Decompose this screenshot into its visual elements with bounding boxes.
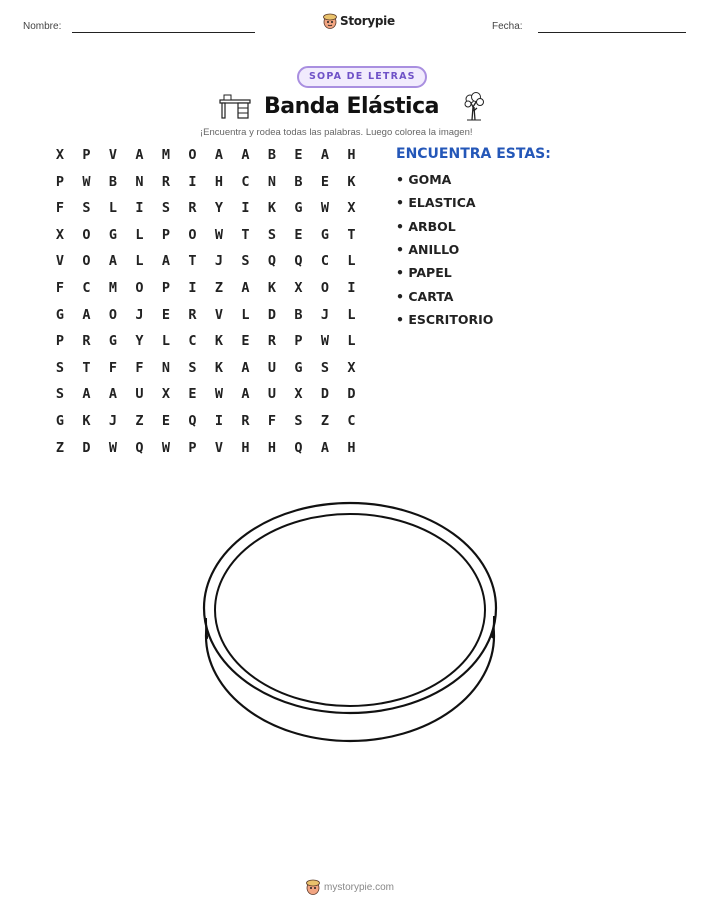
- grid-letter[interactable]: K: [82, 413, 91, 429]
- grid-letter[interactable]: D: [82, 439, 91, 456]
- grid-letter[interactable]: I: [214, 413, 224, 429]
- page-title: Banda Elástica: [264, 94, 439, 119]
- grid-letter[interactable]: H: [214, 173, 224, 190]
- grid-letter[interactable]: A: [82, 306, 91, 323]
- grid-letter[interactable]: B: [267, 147, 277, 163]
- grid-letter[interactable]: O: [82, 226, 91, 243]
- grid-letter[interactable]: J: [135, 306, 144, 323]
- grid-letter[interactable]: Z: [214, 280, 224, 296]
- word-list-item: • PAPEL: [396, 265, 452, 281]
- grid-letter[interactable]: L: [135, 253, 144, 270]
- grid-letter[interactable]: M: [108, 280, 118, 296]
- grid-letter[interactable]: K: [347, 173, 356, 190]
- grid-letter[interactable]: V: [214, 306, 224, 323]
- grid-letter[interactable]: N: [135, 173, 144, 190]
- footer-site[interactable]: mystorypie.com: [324, 881, 395, 893]
- brand-name: Storypie: [340, 14, 395, 28]
- grid-letter[interactable]: A: [108, 253, 118, 270]
- word-list-item: • GOMA: [396, 172, 452, 187]
- grid-letter[interactable]: E: [294, 226, 303, 243]
- grid-letter[interactable]: H: [347, 147, 356, 163]
- grid-letter[interactable]: W: [161, 439, 171, 456]
- grid-letter[interactable]: I: [347, 280, 356, 296]
- footer: [306, 879, 394, 895]
- tree-icon: [461, 91, 487, 121]
- grid-letter[interactable]: S: [161, 200, 171, 217]
- grid-letter[interactable]: Z: [55, 439, 65, 456]
- grid-letter[interactable]: R: [188, 200, 197, 217]
- grid-letter[interactable]: W: [214, 226, 224, 243]
- rubber-band-drawing: [200, 498, 504, 746]
- date-line[interactable]: [538, 32, 686, 33]
- word-list-item: • CARTA: [396, 288, 454, 304]
- grid-letter[interactable]: W: [214, 386, 224, 403]
- desk-icon: [219, 94, 251, 120]
- grid-letter[interactable]: E: [294, 147, 303, 163]
- grid-letter[interactable]: A: [241, 280, 250, 296]
- grid-letter[interactable]: X: [55, 226, 65, 243]
- grid-letter[interactable]: P: [294, 333, 303, 350]
- grid-letter[interactable]: E: [241, 333, 250, 350]
- grid-letter[interactable]: Q: [294, 439, 303, 456]
- grid-letter[interactable]: T: [188, 253, 197, 270]
- grid-letter[interactable]: U: [267, 386, 277, 403]
- grid-letter[interactable]: X: [294, 386, 303, 403]
- grid-letter[interactable]: H: [347, 439, 356, 456]
- grid-letter[interactable]: Q: [135, 439, 144, 456]
- grid-letter[interactable]: G: [55, 306, 65, 323]
- grid-letter[interactable]: I: [188, 280, 197, 296]
- grid-letter[interactable]: S: [55, 359, 65, 376]
- grid-letter[interactable]: D: [347, 386, 356, 403]
- grid-letter[interactable]: G: [108, 226, 118, 243]
- grid-letter[interactable]: H: [267, 439, 277, 456]
- grid-letter[interactable]: L: [108, 200, 118, 217]
- grid-letter[interactable]: I: [241, 200, 250, 217]
- grid-letter[interactable]: K: [214, 333, 224, 350]
- grid-letter[interactable]: F: [55, 280, 65, 296]
- grid-letter[interactable]: P: [161, 280, 171, 296]
- grid-letter[interactable]: O: [188, 147, 197, 163]
- grid-letter[interactable]: C: [347, 413, 356, 429]
- grid-letter[interactable]: D: [320, 386, 330, 403]
- brand-header: [323, 13, 395, 29]
- grid-letter[interactable]: W: [108, 439, 118, 456]
- grid-letter[interactable]: U: [267, 359, 277, 376]
- grid-letter[interactable]: Q: [294, 253, 303, 270]
- grid-letter[interactable]: R: [267, 333, 277, 350]
- instructions-text: ¡Encuentra y rodea todas las palabras. Luego colorea la imagen!: [200, 127, 473, 138]
- grid-letter[interactable]: A: [241, 359, 250, 376]
- storypie-footer-icon: [306, 879, 320, 895]
- grid-letter[interactable]: X: [55, 147, 65, 163]
- grid-letter[interactable]: D: [267, 306, 277, 323]
- grid-letter[interactable]: J: [108, 413, 118, 429]
- grid-letter[interactable]: R: [82, 333, 91, 350]
- grid-letter[interactable]: H: [241, 439, 250, 456]
- word-list-item: • ARBOL: [396, 218, 456, 234]
- storypie-mascot-icon: [323, 13, 337, 29]
- grid-letter[interactable]: A: [135, 147, 144, 163]
- grid-letter[interactable]: A: [82, 386, 91, 403]
- grid-letter[interactable]: P: [161, 226, 171, 243]
- grid-letter[interactable]: G: [294, 359, 303, 376]
- grid-letter[interactable]: P: [82, 147, 91, 163]
- grid-letter[interactable]: W: [320, 200, 330, 217]
- grid-letter[interactable]: K: [267, 280, 277, 296]
- grid-letter[interactable]: E: [161, 306, 171, 323]
- grid-letter[interactable]: C: [82, 280, 91, 296]
- grid-letter[interactable]: L: [161, 333, 171, 350]
- grid-letter[interactable]: X: [347, 359, 356, 376]
- grid-letter[interactable]: A: [161, 253, 171, 270]
- grid-letter[interactable]: O: [320, 280, 330, 296]
- grid-letter[interactable]: T: [241, 226, 250, 243]
- grid-letter[interactable]: A: [241, 147, 250, 163]
- grid-letter[interactable]: P: [188, 439, 197, 456]
- grid-letter[interactable]: E: [320, 173, 330, 190]
- grid-letter[interactable]: X: [161, 386, 171, 403]
- grid-letter[interactable]: I: [188, 173, 197, 190]
- grid-letter[interactable]: C: [320, 253, 330, 270]
- word-list-item: • ELASTICA: [396, 195, 476, 211]
- word-list-heading: ENCUENTRA ESTAS:: [396, 146, 551, 162]
- grid-letter[interactable]: T: [82, 359, 91, 376]
- grid-letter[interactable]: R: [188, 306, 197, 323]
- grid-letter[interactable]: V: [55, 253, 65, 270]
- grid-letter[interactable]: A: [241, 386, 250, 403]
- grid-letter[interactable]: Z: [135, 413, 144, 429]
- grid-letter[interactable]: O: [82, 253, 91, 270]
- word-list-item: • ESCRITORIO: [396, 311, 494, 327]
- date-label: Fecha:: [492, 21, 523, 32]
- grid-letter[interactable]: B: [294, 306, 303, 323]
- grid-letter[interactable]: G: [108, 333, 118, 350]
- grid-letter[interactable]: F: [55, 200, 65, 217]
- grid-letter[interactable]: M: [161, 147, 171, 163]
- activity-badge: SOPA DE LETRAS: [297, 66, 427, 88]
- grid-letter[interactable]: A: [108, 386, 118, 403]
- grid-letter[interactable]: P: [55, 173, 65, 190]
- grid-letter[interactable]: A: [320, 147, 330, 163]
- word-list-item: • ANILLO: [396, 241, 460, 257]
- grid-letter[interactable]: C: [241, 173, 250, 190]
- grid-letter[interactable]: Q: [267, 253, 277, 270]
- grid-letter[interactable]: O: [135, 280, 144, 296]
- grid-letter[interactable]: O: [108, 306, 118, 323]
- grid-letter[interactable]: S: [55, 386, 65, 403]
- grid-letter[interactable]: S: [267, 226, 277, 243]
- grid-letter[interactable]: Y: [135, 333, 144, 350]
- grid-letter[interactable]: A: [214, 147, 224, 163]
- grid-letter[interactable]: O: [188, 226, 197, 243]
- grid-letter[interactable]: V: [108, 147, 118, 163]
- grid-letter[interactable]: G: [320, 226, 330, 243]
- grid-letter[interactable]: I: [135, 200, 144, 217]
- grid-letter[interactable]: F: [135, 359, 144, 376]
- grid-letter[interactable]: L: [347, 253, 356, 270]
- grid-letter[interactable]: E: [188, 386, 197, 403]
- grid-letter[interactable]: B: [294, 173, 303, 190]
- grid-letter[interactable]: Q: [188, 413, 197, 429]
- grid-letter[interactable]: L: [347, 333, 356, 350]
- grid-letter[interactable]: S: [188, 359, 197, 376]
- grid-letter[interactable]: P: [55, 333, 65, 350]
- grid-letter[interactable]: K: [267, 200, 277, 217]
- grid-letter[interactable]: T: [347, 226, 356, 243]
- grid-letter[interactable]: X: [347, 200, 356, 217]
- name-line[interactable]: [72, 32, 255, 33]
- grid-letter[interactable]: A: [320, 439, 330, 456]
- grid-letter[interactable]: W: [320, 333, 330, 350]
- grid-letter[interactable]: S: [241, 253, 250, 270]
- grid-letter[interactable]: B: [108, 173, 118, 190]
- grid-letter[interactable]: S: [82, 200, 91, 217]
- grid-letter[interactable]: F: [108, 359, 118, 376]
- grid-letter[interactable]: X: [294, 280, 303, 296]
- grid-letter[interactable]: G: [55, 413, 65, 429]
- grid-letter[interactable]: J: [214, 253, 224, 270]
- grid-letter[interactable]: U: [135, 386, 144, 403]
- grid-letter[interactable]: F: [267, 413, 277, 429]
- grid-letter[interactable]: E: [161, 413, 171, 429]
- grid-letter[interactable]: G: [294, 200, 303, 217]
- grid-letter[interactable]: W: [82, 173, 91, 190]
- grid-letter[interactable]: S: [294, 413, 303, 429]
- grid-letter[interactable]: C: [188, 333, 197, 350]
- grid-letter[interactable]: L: [347, 306, 356, 323]
- grid-letter[interactable]: R: [241, 413, 250, 429]
- grid-letter[interactable]: N: [161, 359, 171, 376]
- grid-letter[interactable]: K: [214, 359, 224, 376]
- grid-letter[interactable]: J: [320, 306, 330, 323]
- grid-letter[interactable]: V: [214, 439, 224, 456]
- grid-letter[interactable]: L: [135, 226, 144, 243]
- name-label: Nombre:: [23, 21, 62, 32]
- grid-letter[interactable]: Y: [214, 200, 224, 217]
- grid-letter[interactable]: N: [267, 173, 277, 190]
- grid-letter[interactable]: S: [320, 359, 330, 376]
- grid-letter[interactable]: Z: [320, 413, 330, 429]
- grid-letter[interactable]: L: [241, 306, 250, 323]
- grid-letter[interactable]: R: [161, 173, 171, 190]
